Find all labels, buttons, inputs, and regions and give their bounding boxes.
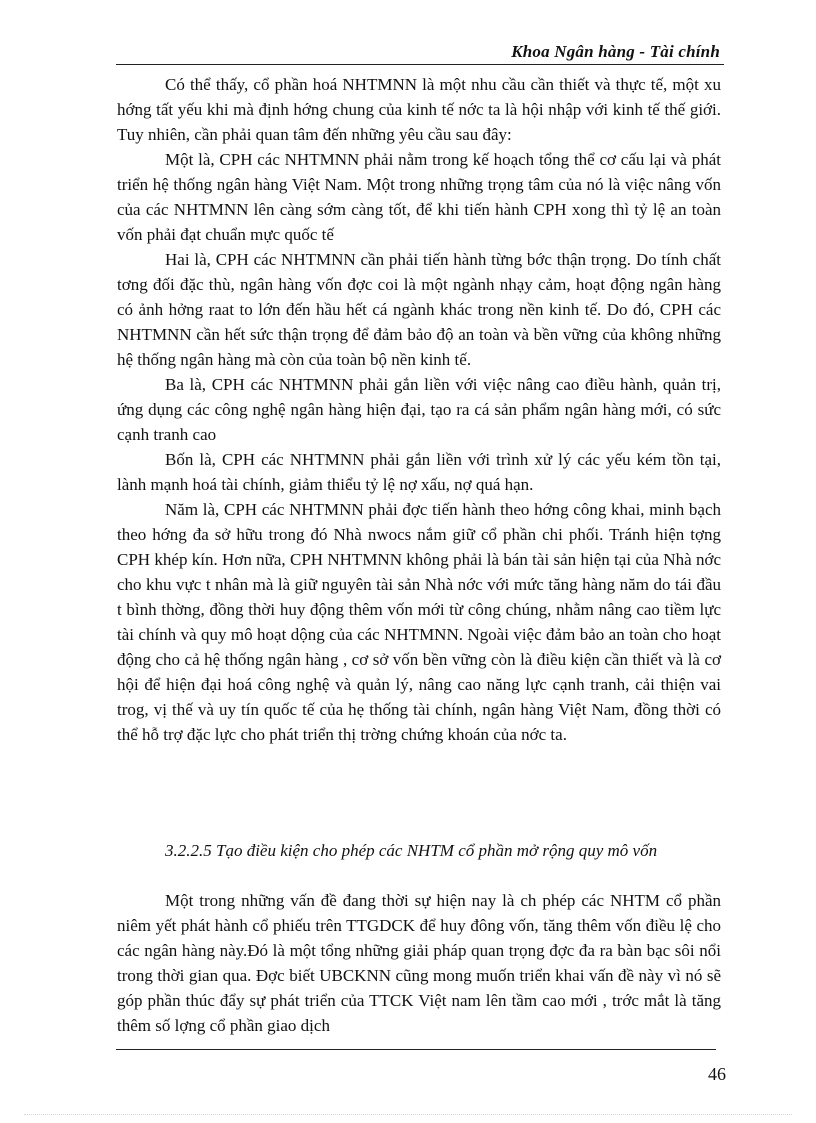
page-number: 46 bbox=[708, 1064, 726, 1084]
paragraph: Có thể thấy, cổ phần hoá NHTMNN là một nhu cầu cần thiết và thực tế, một xu hớng tất yếu khi mà định hớng chung của kinh tế nớc ta là hội nhập với kinh tế thế giới. Tuy nhiên, cần phải quan tâm đến những yêu cầu sau đây: bbox=[117, 75, 721, 144]
footer-divider bbox=[116, 1049, 716, 1050]
page-edge-divider bbox=[24, 1114, 792, 1115]
section-heading: 3.2.2.5 Tạo điều kiện cho phép các NHTM cổ phần mở rộng quy mô vốn bbox=[165, 841, 658, 860]
paragraph: Một là, CPH các NHTMNN phải nằm trong kế hoạch tổng thể cơ cấu lại và phát triển hệ thống ngân hàng Việt Nam. Một trong những trọng tâm của nó là việc nâng vốn của các NHTMNN lên càng sớm càng tốt, để khi tiến hành CPH xong thì tỷ lệ an toàn vốn phải đạt chuẩn mực quốc tế bbox=[117, 150, 721, 244]
paragraph: Bốn là, CPH các NHTMNN phải gắn liền với trình xử lý các yếu kém tồn tại, lành mạnh hoá tài chính, giảm thiểu tỷ lệ nợ xấu, nợ quá hạn. bbox=[117, 450, 721, 494]
paragraph: Một trong những vấn đề đang thời sự hiện nay là ch phép các NHTM cổ phần niêm yết phát hành cổ phiếu trên TTGDCK để huy đông vốn, tăng thêm vốn điều lệ cho các ngân hàng này.Đó là một tổng những giải pháp quan trọng đợc đa ra bàn bạc sôi nổi trong thời gian qua. Đợc biết UBCKNN cũng mong muốn triển khai vấn đề này vì nó sẽ góp phần thúc đẩy sự phát triển của TTCK Việt nam lên tầm cao mới , trớc mắt là tăng thêm số lợng cổ phần giao dịch bbox=[117, 891, 721, 1035]
paragraph: Năm là, CPH các NHTMNN phải đợc tiến hành theo hớng công khai, minh bạch theo hớng đa sở hữu trong đó Nhà nwocs nắm giữ cổ phần chi phối. Tránh hiện tợng CPH khép kín. Hơn nữa, CPH NHTMNN không phải là bán tài sản hiện tại của Nhà nớc cho khu vực t nhân mà là giữ nguyên tài sản Nhà nớc với mức tăng hàng năm do tái đầu t bình thờng, đồng thời huy động thêm vốn mới từ công chúng, nhằm nâng cao tiềm lực tài chính và quy mô hoạt dộng của các NHTMNN. Ngoài việc đảm bảo an toàn cho hoạt động cho cả hệ thống ngân hàng , cơ sở vốn bền vững còn là điều kiện cần thiết và là cơ hội để hiện đại hoá công nghệ và quản lý, nâng cao năng lực cạnh tranh, cải thiện vai trog, vị thế và uy tín quốc tế của hẹ thống tài chính, ngân hàng Việt Nam, đồng thời có thể hỗ trợ đặc lực cho phát triển thị trờng chứng khoán của nớc ta. bbox=[117, 500, 721, 744]
header-divider bbox=[116, 64, 724, 65]
paragraph: Hai là, CPH các NHTMNN cần phải tiến hành từng bớc thận trọng. Do tính chất tơng đối đặc thù, ngân hàng vốn đợc coi là một ngành nhạy cảm, hoạt động ngân hàng có ảnh hởng raat to lớn đến hầu hết cá ngành khác trong nền kinh tế. Do đó, CPH các NHTMNN cần hết sức thận trọng để đảm bảo độ an toàn và bền vững của không những hệ thống ngân hàng mà còn của toàn bộ nền kinh tế. bbox=[117, 250, 721, 369]
document-body bbox=[117, 72, 721, 747]
paragraph: Ba là, CPH các NHTMNN phải gắn liền với việc nâng cao điều hành, quản trị, ứng dụng các công nghệ ngân hàng hiện đại, tạo ra cá sản phẩm ngân hàng mới, có sức cạnh tranh cao bbox=[117, 375, 721, 444]
header-title: Khoa Ngân hàng - Tài chính bbox=[511, 42, 720, 61]
document-body-continued bbox=[117, 888, 721, 1038]
